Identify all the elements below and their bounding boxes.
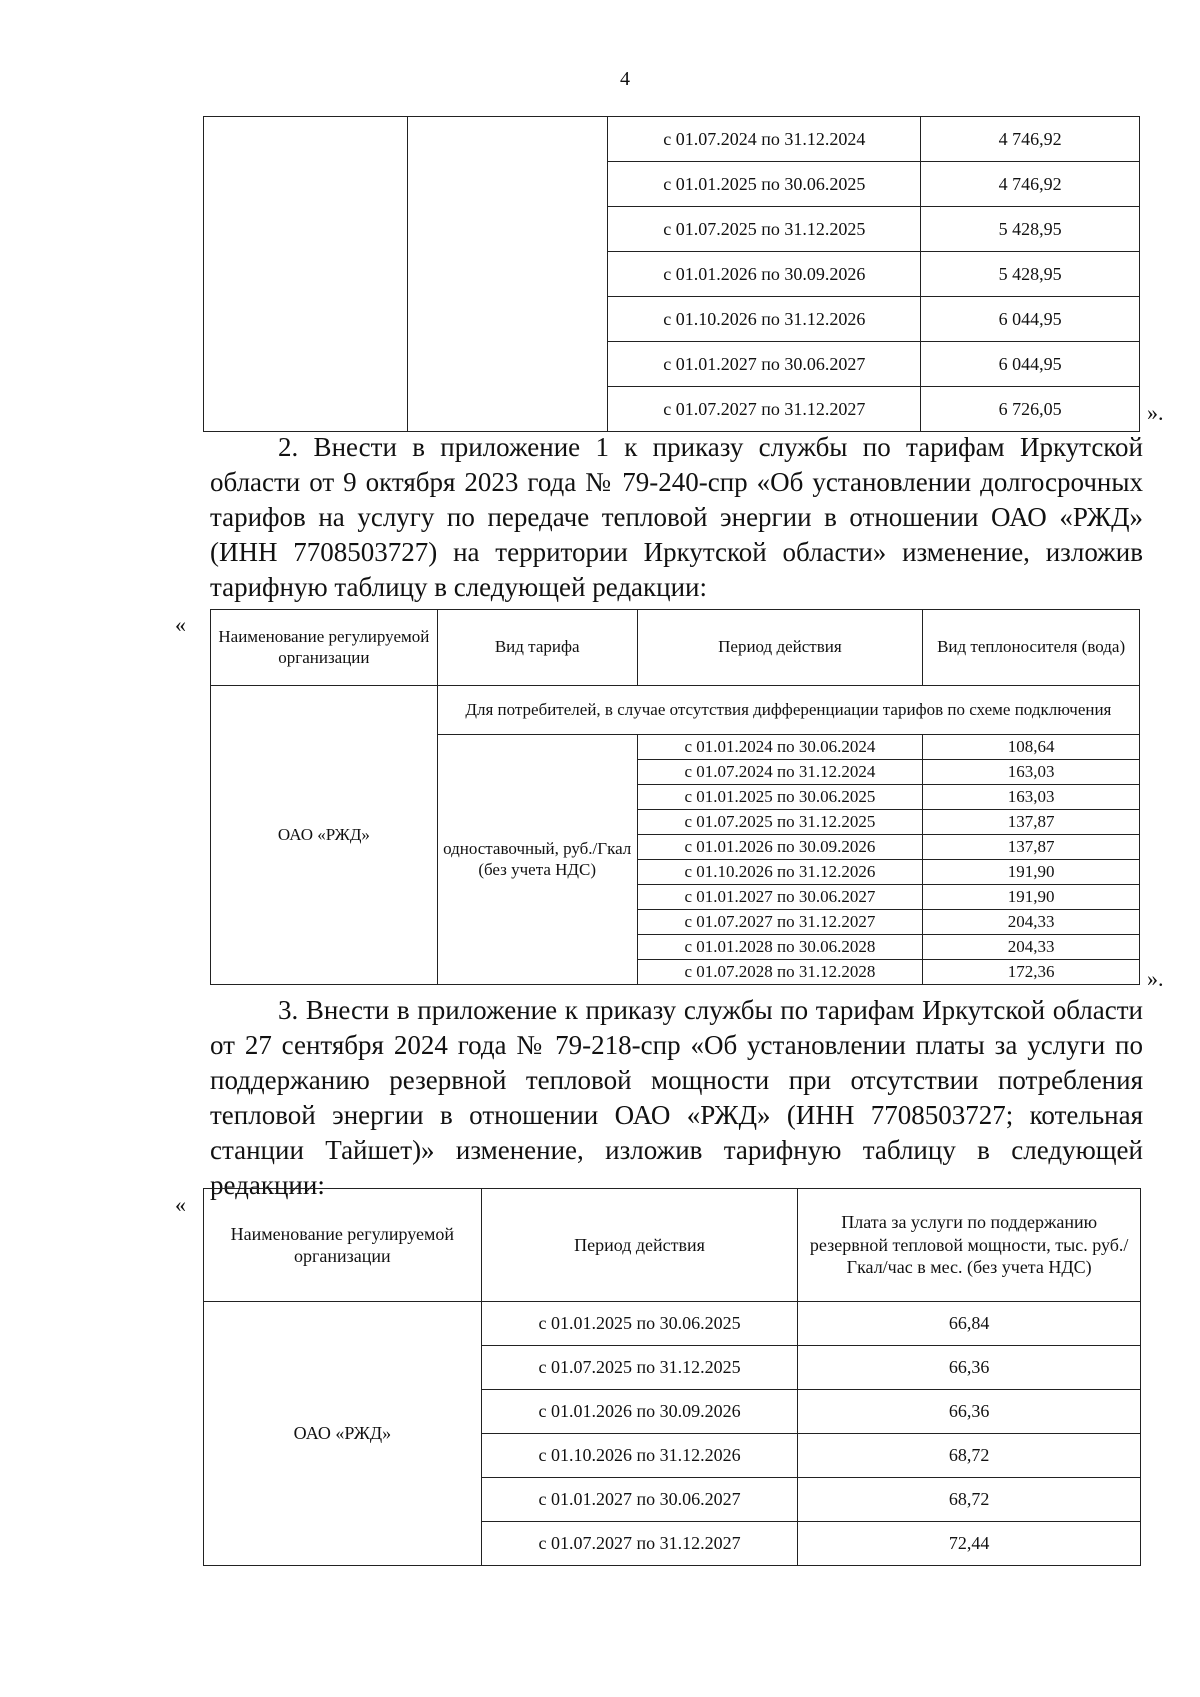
period-cell: с 01.01.2027 по 30.06.2027 [608, 342, 921, 387]
period-cell: с 01.07.2025 по 31.12.2025 [608, 207, 921, 252]
period-cell: с 01.01.2026 по 30.09.2026 [481, 1390, 798, 1434]
subheader-cell: Для потребителей, в случае отсутствия дифференциации тарифов по схеме подключения [437, 686, 1139, 735]
value-cell: 163,03 [923, 785, 1140, 810]
header-fee: Плата за услуги по поддержанию резервной тепловой мощности, тыс. руб./Гкал/час в мес. (без учета НДС) [798, 1189, 1141, 1302]
value-cell: 163,03 [923, 760, 1140, 785]
reserve-capacity-fee-table [203, 1188, 1141, 1566]
period-cell: с 01.01.2025 по 30.06.2025 [608, 162, 921, 207]
period-cell: с 01.01.2026 по 30.09.2026 [637, 835, 923, 860]
table-row [204, 117, 1140, 162]
value-cell: 108,64 [923, 735, 1140, 760]
value-cell: 191,90 [923, 885, 1140, 910]
paragraph-3 [210, 993, 1143, 1203]
period-cell: с 01.07.2028 по 31.12.2028 [637, 960, 923, 985]
value-cell: 66,36 [798, 1346, 1141, 1390]
header-carrier: Вид теплоносителя (вода) [923, 610, 1140, 686]
org-name-cell: ОАО «РЖД» [211, 686, 438, 985]
table-row [204, 1302, 1141, 1346]
header-org: Наименование регулируемой организации [211, 610, 438, 686]
value-cell: 6 726,05 [921, 387, 1140, 432]
value-cell: 172,36 [923, 960, 1140, 985]
header-period: Период действия [637, 610, 923, 686]
header-period: Период действия [481, 1189, 798, 1302]
period-cell: с 01.01.2025 по 30.06.2025 [481, 1302, 798, 1346]
tariff-type-cell [407, 117, 608, 432]
period-cell: с 01.01.2026 по 30.09.2026 [608, 252, 921, 297]
value-cell: 68,72 [798, 1434, 1141, 1478]
value-cell: 4 746,92 [921, 162, 1140, 207]
opening-quote: « [175, 1192, 186, 1217]
value-cell: 66,84 [798, 1302, 1141, 1346]
value-cell: 5 428,95 [921, 252, 1140, 297]
header-org: Наименование регулируемой организации [204, 1189, 482, 1302]
opening-quote: « [175, 612, 186, 637]
value-cell: 137,87 [923, 810, 1140, 835]
period-cell: с 01.07.2027 по 31.12.2027 [608, 387, 921, 432]
value-cell: 137,87 [923, 835, 1140, 860]
period-cell: с 01.01.2027 по 30.06.2027 [481, 1478, 798, 1522]
org-name-cell: ОАО «РЖД» [204, 1302, 482, 1566]
value-cell: 6 044,95 [921, 342, 1140, 387]
period-cell: с 01.10.2026 по 31.12.2026 [637, 860, 923, 885]
period-cell: с 01.07.2024 по 31.12.2024 [608, 117, 921, 162]
value-cell: 204,33 [923, 910, 1140, 935]
value-cell: 5 428,95 [921, 207, 1140, 252]
period-cell: с 01.07.2024 по 31.12.2024 [637, 760, 923, 785]
period-cell: с 01.07.2025 по 31.12.2025 [481, 1346, 798, 1390]
table-header-row [204, 1189, 1141, 1302]
value-cell: 68,72 [798, 1478, 1141, 1522]
period-cell: с 01.10.2026 по 31.12.2026 [481, 1434, 798, 1478]
period-cell: с 01.01.2028 по 30.06.2028 [637, 935, 923, 960]
value-cell: 191,90 [923, 860, 1140, 885]
period-cell: с 01.07.2025 по 31.12.2025 [637, 810, 923, 835]
value-cell: 4 746,92 [921, 117, 1140, 162]
period-cell: с 01.07.2027 по 31.12.2027 [481, 1522, 798, 1566]
period-cell: с 01.10.2026 по 31.12.2026 [608, 297, 921, 342]
tariff-table-heat-transfer [210, 609, 1140, 985]
closing-quote: ». [1147, 966, 1164, 991]
period-cell: с 01.01.2024 по 30.06.2024 [637, 735, 923, 760]
value-cell: 6 044,95 [921, 297, 1140, 342]
header-tariff-type: Вид тарифа [437, 610, 637, 686]
value-cell: 72,44 [798, 1522, 1141, 1566]
tariff-table-continuation [203, 116, 1140, 432]
page-number: 4 [620, 68, 630, 90]
tariff-type-cell: одноставочный, руб./Гкал (без учета НДС) [437, 735, 637, 985]
closing-quote: ». [1147, 400, 1164, 425]
table-header-row [211, 610, 1140, 686]
paragraph-3-text: 3. Внести в приложение к приказу службы по тарифам Иркутской области от 27 сентября 2024 года № 79-218-спр «Об установлении платы за услуги по поддержанию резервной тепловой мощности при отсутствии потребления тепловой энергии в отношении ОАО «РЖД» (ИНН 7708503727; котельная станции Тайшет)» изменение, изложив тарифную таблицу в следующей редакции: [210, 995, 1143, 1200]
period-cell: с 01.01.2025 по 30.06.2025 [637, 785, 923, 810]
period-cell: с 01.01.2027 по 30.06.2027 [637, 885, 923, 910]
org-cell [204, 117, 408, 432]
value-cell: 204,33 [923, 935, 1140, 960]
period-cell: с 01.07.2027 по 31.12.2027 [637, 910, 923, 935]
table-row [211, 686, 1140, 735]
paragraph-2 [210, 430, 1143, 605]
paragraph-2-text: 2. Внести в приложение 1 к приказу службы по тарифам Иркутской области от 9 октября 2023 года № 79-240-спр «Об установлении долгосрочных тарифов на услугу по передаче тепловой энергии в отношении ОАО «РЖД» (ИНН 7708503727) на территории Иркутской области» изменение, изложив тарифную таблицу в следующей редакции: [210, 432, 1143, 602]
value-cell: 66,36 [798, 1390, 1141, 1434]
